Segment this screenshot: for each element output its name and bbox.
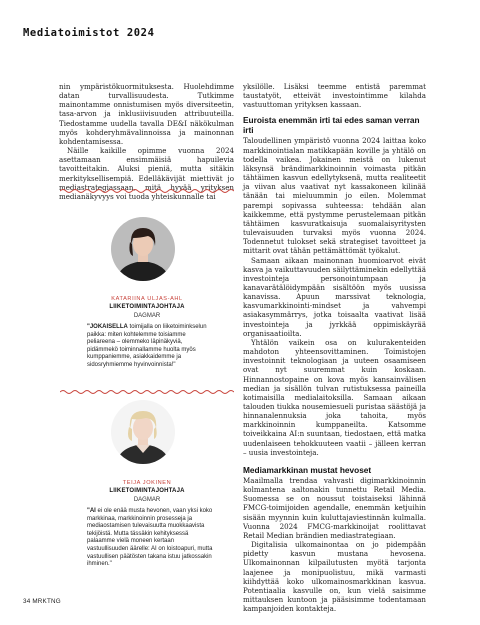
body-paragraph: nin ympäristökuormituksesta. Huolehdimme datan turvallisuudesta. Tutkimme mainontamme onnistumisen myös diversiteetin, tasa-arvon ja inklusiivisuuden attribuuteilla. Tiedostamme uudella tavalla DE&I näkökulman myös kohderyhmävalinnoissa ja mainonnan kohdentamisessa. <box>59 82 234 146</box>
quote-lead: "JOKAISELLA <box>87 324 128 330</box>
left-body-column <box>59 82 234 201</box>
quote-text: ei ole enää musta hevonen, vaan yksi koko markkinaa, markkinoinnin prosesseja ja mediaostamisen tulevaisuutta muokkaavista tekijöistä. Mutta tässäkin kehityksessä palaamme vielä moneen kertaan vastuullisuuden äärelle: AI on loistoapuri, mutta vastuullisen päätösten takana istuu jatkossakin ihminen." <box>87 508 213 568</box>
wavy-divider <box>60 389 234 395</box>
body-paragraph: yksilölle. Lisäksi teemme entistä paremmat taustatyöt, etteivät investointimme kilahda vastuuttoman yrityksen kassaan. <box>243 82 426 110</box>
body-paragraph: Samaan aikaan mainonnan huomioarvot eivät kasva ja vaikuttavuuden säilyttäminekin edellyttää investointeja personointumpaan ja kanavarätälöidympään sisältöön myös uusissa kanavissa. Apuun marssivat teknologia, kasvumarkkinointi-mindset ja vahvempi asiakasymmärrys, jotka toisaalta vaativat lisää investointeja ja jyrkkää oppimiskäyrää organisaatioilta. <box>243 255 426 338</box>
body-paragraph: Maailmalla trendaa vahvasti digimarkkinoinnin kolmantena aaltonakin tunnettu Retail Media. Suomessa se on noussut toistaiseksi lähinnä FMCG-toimijoiden agendalle, enemmän ketjuihin sisään myynnin kuin kuluttajaviestinnän kulmalla. Vuonna 2024 FMCG-markkinoijat roolittavat Retail Median brändien mediastrategiaan. <box>243 475 426 540</box>
profile-company: DAGMAR <box>133 313 161 319</box>
profile-name: KATARIINA ULJAS-AHL <box>111 296 183 302</box>
section-heading: Euroista enemmän irti tai edes saman verran irti <box>243 115 420 136</box>
body-paragraph: Yhtälön vaikein osa on kulurakenteiden mahdoton yhteensovittaminen. Toimistojen investoinnit teknologiaan ja uuteen osaamiseen ovat nyt suuremmat kuin koskaan. Hinnannostopaine on kova myös kansainvälisen median ja sisällön tulvan rutistuksessa paineilla kotimaisilla medialaitoksilla. Samaan aikaan talouden tiukka nousemiesueli puristaa säästöjä ja hinnanalennuksia joka tahoita, myös markkinoinnin kumppaneilta. Katsomme toiveikkaina AI:n suuntaan, tiedostaen, että matka uudenlaiseen tehokkuuteen vaatii – jälleen kerran – uusia investointeja. <box>243 337 426 457</box>
portrait-photo-katariina <box>110 216 176 282</box>
portrait-photo-teija <box>110 399 176 465</box>
profile-role: LIIKETOIMINTAJOHTAJA <box>109 488 185 494</box>
quote-lead: "AI <box>87 508 96 514</box>
body-paragraph: Näille kaikille opimme vuonna 2024 asettamaan ensimmäisiä hapuilevia tavoitteitakin. Aluksi pieniä, mutta sitäkin merkityksellisempiä. Edelläkävijät miettivät jo mediastrategiassaan, mitä hyvää yrityksen medianäkyvyys voi tuoda yhteiskunnalle tai <box>59 146 234 201</box>
body-paragraph: Taloudellinen ympäristö vuonna 2024 laittaa koko markkinointialan matikkapään koville ja yhtälö on todella vaikea. Jokainen meistä on lukenut läksynsä brändimarkkinoinnin voimasta pitkän tähtäimen kasvun edellytyksenä, mutta realiteetit ja viivan alus vaativat nyt kassakoneen kilinää tänään tai mieluummin jo eilen. Molemmat parempi sopivassa suhteessa: tehdään alan kaikkemme, että pystymme perustelemaan pitkän tähtäimen kasvuratkaisuja suomalaisyritysten tulevaisuuden turvaksi myös vuonna 2024. Todennetut tulokset sekä strategiset tavoitteet ja mittarit ovat tähän pettämättömät työkalut. <box>243 136 426 256</box>
profile-role: LIIKETOIMINTAJOHTAJA <box>109 304 185 310</box>
quote-text: toimijalla on liiketoiminkselun paikka: miten kohtelemme toisiamme peliareena – olemmeko läpinäkyviä, pidämmekö toiminnallamme huolta myös kumppaniemme, asiakkaidemme ja sidosryhmiemme hyvinvoinnista!" <box>87 324 207 368</box>
magazine-section-title: Mediatoimistot 2024 <box>23 27 155 39</box>
wavy-divider <box>60 188 234 194</box>
profile-quote <box>87 508 215 569</box>
section-heading: Mediamarkkinan mustat hevoset <box>243 464 372 475</box>
right-body-column <box>243 82 426 613</box>
profile-company: DAGMAR <box>133 497 161 503</box>
profile-quote <box>87 324 215 370</box>
page-number-footer: 34 MRKTNG <box>23 598 61 605</box>
profile-name: TEIJA JOKINEN <box>122 480 172 486</box>
body-paragraph: Digitalisia ulkomainontaa on jo pidempään pidetty kasvun mustana hevosena. Ulkomainonnan kilpailutusten myötä tarjonta laajenee ja monipuolistuu, mikä varmasti kiihdyttää koko ulkomainosmarkkinan kasvua. Potentiaalia kasvulle on, kun vielä saisimme mittauksen kuntoon ja pääsisimme todentamaan kampanjoiden kontakteja. <box>243 540 426 614</box>
